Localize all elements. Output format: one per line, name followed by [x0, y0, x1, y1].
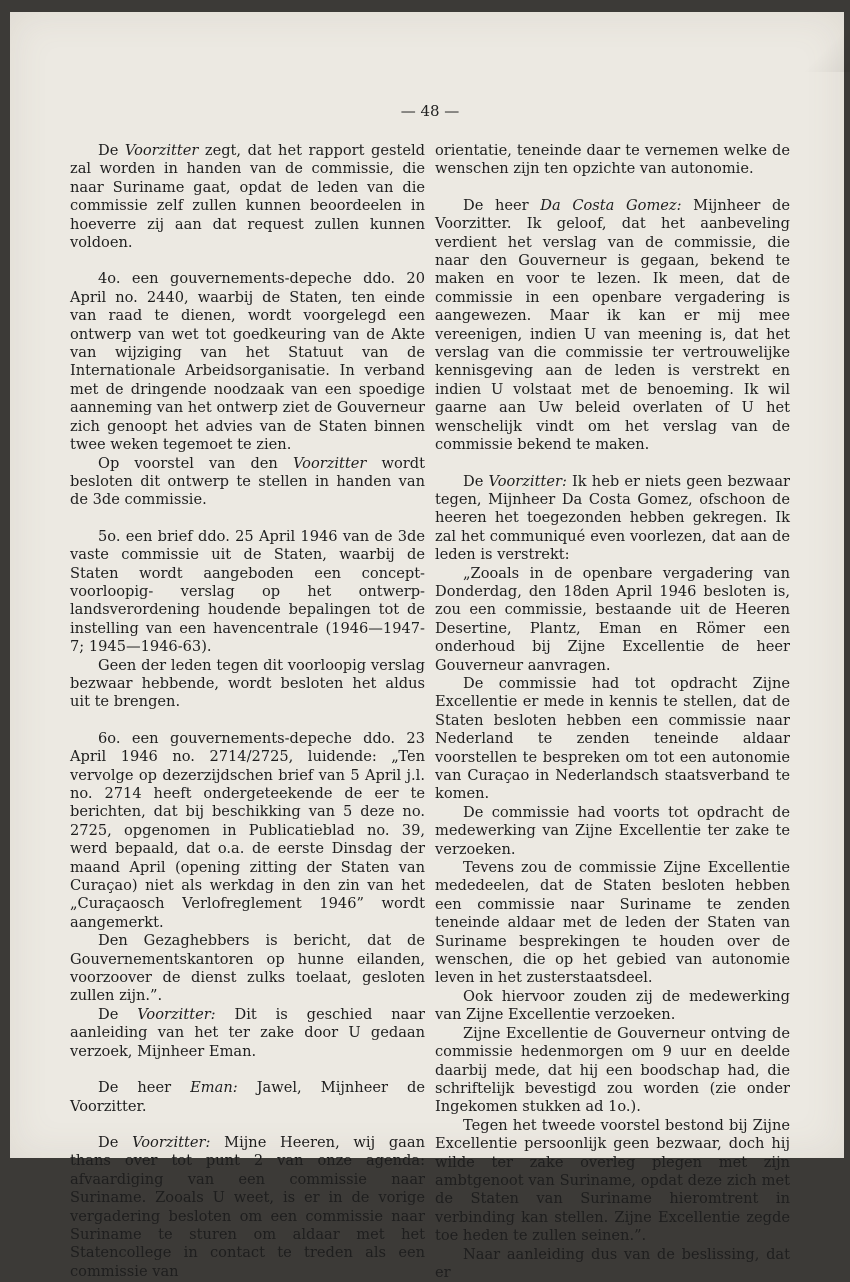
- paragraph-quote-opdracht: De commissie had tot opdracht Zijne Excellentie er mede in kennis te stellen, dat de Staten besloten hebben een commissie naar Nederland te zenden teneinde aldaar voorstellen te bespreken om tot een autonomie van Curaçao in Nederlandsch staatsverband te komen.: [435, 674, 790, 803]
- paragraph-gezaghebbers: Den Gezaghebbers is bericht, dat de Gouvernementskantoren op hunne eilanden, voorzoover de dienst zulks toelaat, gesloten zullen zijn.”.: [70, 932, 425, 1005]
- paragraph-voorzitter-communique: De Voorzitter: Ik heb er niets geen bezwaar tegen, Mijnheer Da Costa Gomez, ofschoon de heeren het toegezonden hebben gekregen. Ik zal het communiqué even voorlezen, dat aan de leden is verstrekt:: [435, 472, 790, 564]
- page-number: — 48 —: [400, 102, 460, 120]
- paragraph-voorzitter-rapport: De Voorzitter zegt, dat het rapport gesteld zal worden in handen van de commissie, die naar Suriname gaat, opdat de leden van die commissie zelf zullen kunnen beoordeelen in hoeverre zij aan dat request zullen kunnen voldoen.: [70, 142, 426, 252]
- paragraph-voorzitter-agenda: De Voorzitter: Mijne Heeren, wij gaan thans over tot punt 2 van onze agenda: afvaardiging van een commissie naar Suriname. Zooals U weet, is er in de vorige vergadering besloten om een commissie naar Suriname te sturen om aldaar met het Statencollege in contact te treden als een commissie van: [70, 1133, 425, 1280]
- paragraph-item-4o: 4o. een gouvernements-depeche ddo. 20 April no. 2440, waarbij de Staten, ten einde van raad te dienen, wordt voorgelegd een ontwerp van wet tot goedkeuring van de Akte van wijziging van het Statuut van de Internationale Arbeidsorganisatie. In verband met de dringende noodzaak van een spoedige aanneming van het ontwerp ziet de Gouverneur zich genoopt het advies van de Staten binnen twee weken tegemoet te zien.: [70, 270, 425, 454]
- paragraph-da-costa-gomez: De heer Da Costa Gomez: Mijnheer de Voorzitter. Ik geloof, dat het aanbeveling verdient het verslag van de commissie, die naar den Gouverneur is gegaan, bekend te maken en voor te lezen. Ik meen, dat de commissie in een openbare vergadering is aangewezen. Maar ik kan er mij mee vereenigen, indien U van meening is, dat het verslag van die commissie ter vertrouwelijke kennisgeving aan de leden is verstrekt en indien U volstaat met de benoeming. Ik wil gaarne aan Uw beleid overlaten of U het wenschelijk vindt om het verslag van de commissie bekend te maken.: [435, 196, 790, 454]
- paragraph-quote-tweede-voorstel: Tegen het tweede voorstel bestond bij Zijne Excellentie persoonlijk geen bezwaar, doch hij wilde ter zake overleg plegen met zijn ambtgenoot van Suriname, opdat deze zich met de Staten van Suriname hieromtrent in verbinding kan stellen. Zijne Excellentie zegde toe heden te zullen seinen.”.: [435, 1116, 790, 1245]
- paragraph-quote-verzoeken: Ook hiervoor zouden zij de medewerking van Zijne Excellentie verzoeken.: [435, 987, 790, 1024]
- paragraph-besluit-3de-commissie: Op voorstel van den Voorzitter wordt besloten dit ontwerp te stellen in handen van de 3de commissie.: [70, 454, 425, 509]
- right-column: [435, 142, 790, 1282]
- paragraph-eman-reply: De heer Eman: Jawel, Mijnheer de Voorzitter.: [70, 1079, 425, 1115]
- paragraph-voorzitter-verzoek: De Voorzitter: Dit is geschied naar aanleiding van het ter zake door U gedaan verzoek, Mijnheer Eman.: [70, 1005, 425, 1060]
- left-column: [70, 142, 425, 1281]
- paragraph-item-6o: 6o. een gouvernements-depeche ddo. 23 April 1946 no. 2714/2725, luidende: „Ten vervolge op dezerzijdschen brief van 5 April j.l. no. 2714 heeft ondergeteekende de eer te berichten, dat bij beschikking van 5 deze no. 2725, opgenomen in Publicatieblad no. 39, werd bepaald, dat o.a. de eerste Dinsdag der maand April (opening zitting der Staten van Curaçao) niet als werkdag in den zin van het „Curaçaosch Verlofreglement 1946” wordt aangemerkt.: [70, 729, 425, 931]
- paragraph-quote-medewerking: De commissie had voorts tot opdracht de medewerking van Zijne Excellentie ter zake te verzoeken.: [435, 803, 790, 858]
- paragraph-naar-aanleiding: Naar aanleiding dus van de beslissing, dat er: [435, 1245, 790, 1281]
- paragraph-quote-suriname: Tevens zou de commissie Zijne Excellentie mededeelen, dat de Staten besloten hebben een commissie naar Suriname te zenden teneinde aldaar met de leden der Staten van Suriname besprekingen te houden over de wenschen, die op het gebied van autonomie leven in het zusterstaatsdeel.: [435, 859, 790, 987]
- paragraph-orientatie: orientatie, teneinde daar te vernemen welke de wenschen zijn ten opzichte van autonomie.: [435, 142, 790, 178]
- paragraph-quote-gouverneur: Zijne Excellentie de Gouverneur ontving de commissie hedenmorgen om 9 uur en deelde daarbij mede, dat hij een boodschap had, die schriftelijk bevestigd zou worden (zie onder Ingekomen stukken ad 1o.).: [435, 1024, 790, 1116]
- paragraph-item-5o: 5o. een brief ddo. 25 April 1946 van de 3de vaste commissie uit de Staten, waarbij de Staten wordt aangeboden een concept-voorloopig- verslag op het ontwerp-landsverordening houdende bepalingen tot de instelling van een havencentrale (1946—1947-7; 1945—1946-63).: [70, 527, 425, 656]
- paragraph-quote-openbare-vergadering: „Zooals in de openbare vergadering van Donderdag, den 18den April 1946 besloten is, zou een commissie, bestaande uit de Heeren Desertine, Plantz, Eman en Römer een onderhoud bij Zijne Excellentie de heer Gouverneur aanvragen.: [435, 564, 790, 674]
- page-shadow: [790, 12, 850, 72]
- paragraph-verslag-besluit: Geen der leden tegen dit voorloopig verslag bezwaar hebbende, wordt besloten het aldus uit te brengen.: [70, 656, 425, 711]
- document-page: [10, 12, 844, 1281]
